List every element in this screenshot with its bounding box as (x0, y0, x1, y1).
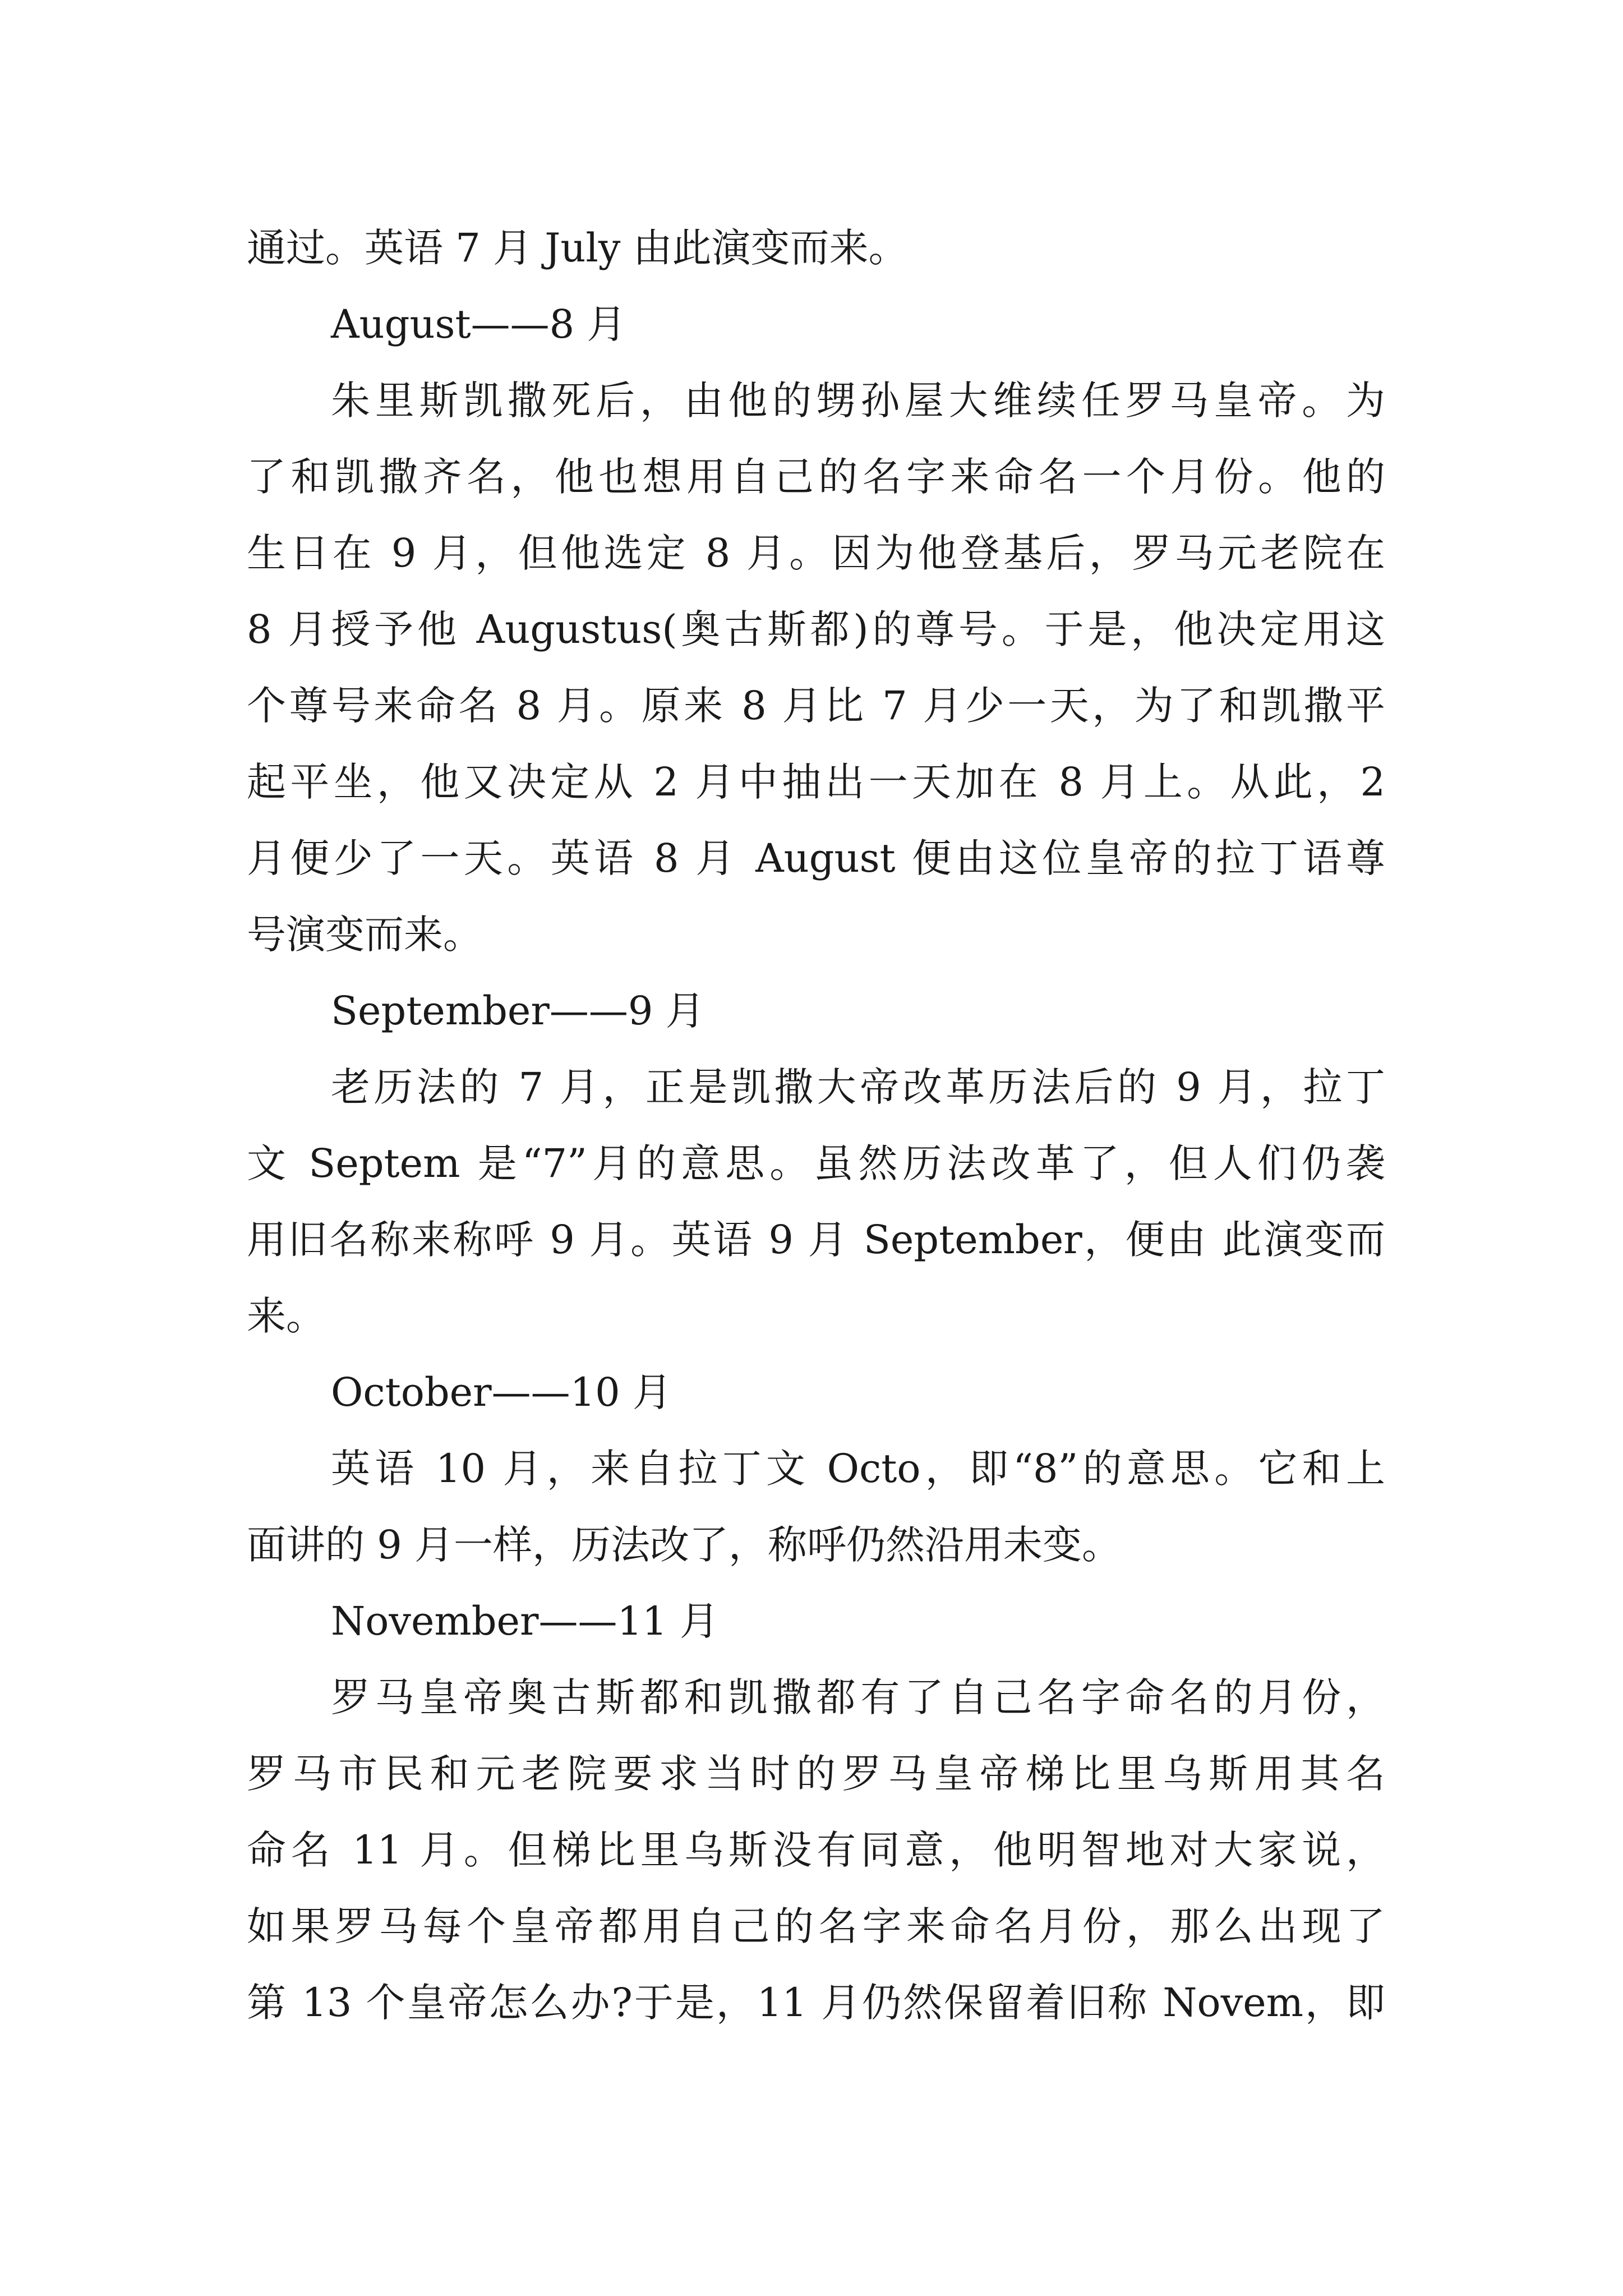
paragraph-line: 8 月授予他 Augustus(奥古斯都)的尊号。于是，他决定用这 (247, 606, 1385, 652)
paragraph-line: 第 13 个皇帝怎么办?于是，11 月仍然保留着旧称 Novem，即 (247, 1980, 1385, 2026)
paragraph-line: 月便少了一天。英语 8 月 August 便由这位皇帝的拉丁语尊 (247, 835, 1385, 881)
section-heading-november: November——11 月 (331, 1598, 719, 1644)
paragraph-line: 号演变而来。 (247, 912, 482, 958)
paragraph-line: 通过。英语 7 月 July 由此演变而来。 (247, 225, 908, 271)
section-heading-september: September——9 月 (331, 988, 705, 1034)
paragraph-line: 起平坐，他又决定从 2 月中抽出一天加在 8 月上。从此，2 (247, 759, 1385, 805)
body-text (247, 210, 1385, 2041)
section-heading-october: October——10 月 (331, 1369, 672, 1415)
paragraph-line: 如果罗马每个皇帝都用自己的名字来命名月份，那么出现了 (247, 1903, 1385, 1949)
paragraph-line: 生日在 9 月，但他选定 8 月。因为他登基后，罗马元老院在 (247, 530, 1385, 576)
paragraph-line: 了和凯撒齐名，他也想用自己的名字来命名一个月份。他的 (247, 454, 1385, 500)
section-heading-august: August——8 月 (331, 301, 626, 347)
paragraph-line: 老历法的 7 月，正是凯撒大帝改革历法后的 9 月，拉丁 (331, 1064, 1385, 1110)
paragraph-line: 命名 11 月。但梯比里乌斯没有同意，他明智地对大家说， (247, 1827, 1385, 1873)
paragraph-line: 罗马市民和元老院要求当时的罗马皇帝梯比里乌斯用其名 (247, 1751, 1385, 1797)
paragraph-line: 个尊号来命名 8 月。原来 8 月比 7 月少一天，为了和凯撒平 (247, 683, 1385, 729)
paragraph-line: 用旧名称来称呼 9 月。英语 9 月 September，便由 此演变而 (247, 1217, 1385, 1263)
paragraph-line: 面讲的 9 月一样，历法改了，称呼仍然沿用未变。 (247, 1522, 1122, 1568)
paragraph-line: 来。 (247, 1293, 325, 1339)
paragraph-line: 罗马皇帝奥古斯都和凯撒都有了自己名字命名的月份， (331, 1674, 1385, 1720)
paragraph-line: 英语 10 月，来自拉丁文 Octo，即“8”的意思。它和上 (331, 1446, 1385, 1492)
paragraph-line: 朱里斯凯撒死后，由他的甥孙屋大维续任罗马皇帝。为 (331, 378, 1385, 424)
paragraph-line: 文 Septem 是“7”月的意思。虽然历法改革了，但人们仍袭 (247, 1140, 1385, 1186)
